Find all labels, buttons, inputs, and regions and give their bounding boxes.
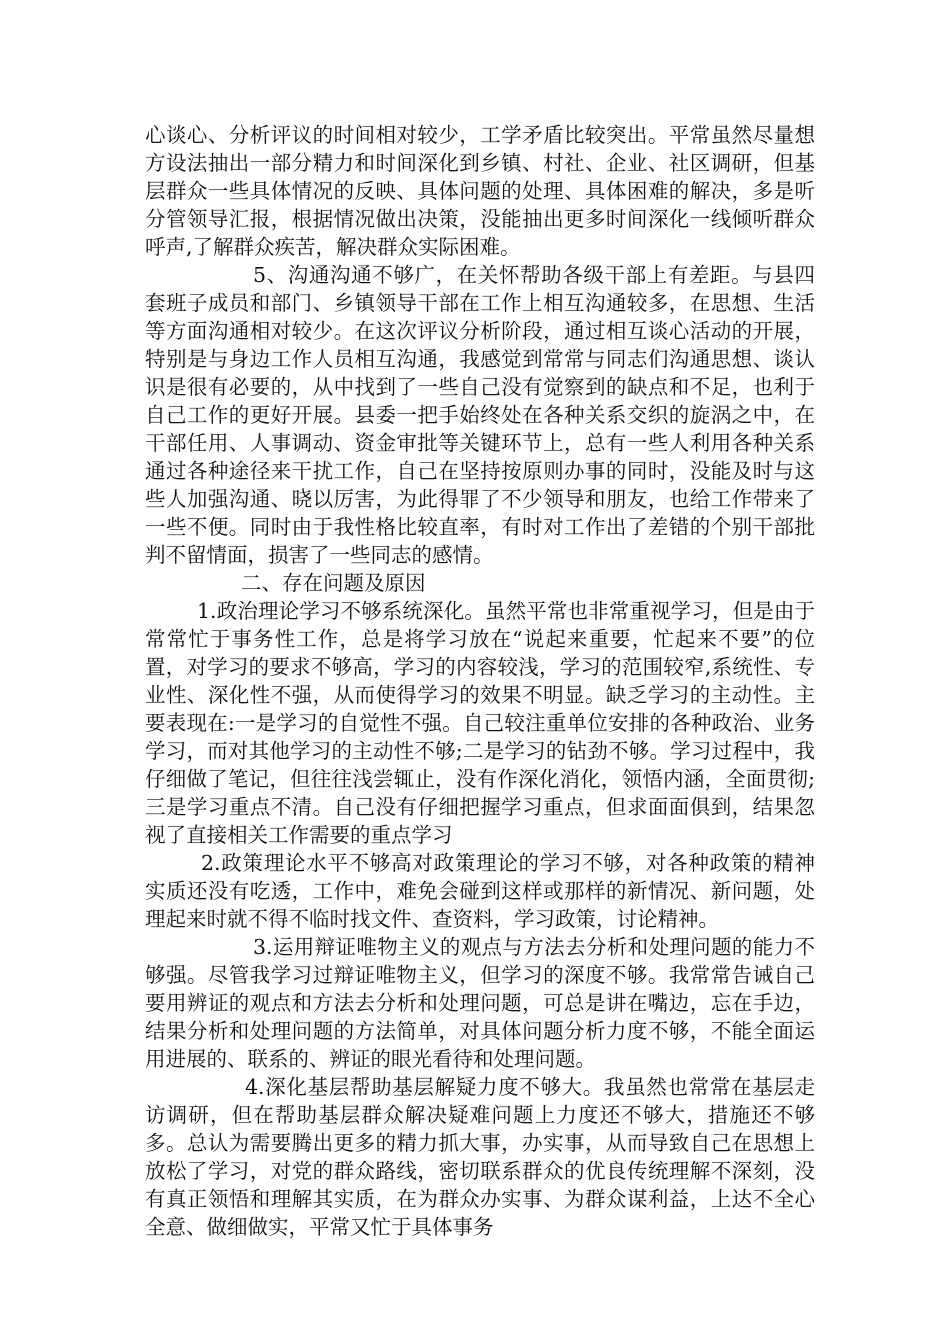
section-heading-problems: 二、存在问题及原因 xyxy=(241,571,426,595)
paragraph-continuation: 心谈心、分析评议的时间相对较少，工学矛盾比较突出。平常虽然尽量想方设法抽出一部分精力和时间深化到乡镇、村社、企业、社区调研，但基层群众一些具体情况的反映、具体问题的处理、具体困难的解决，多是听分管领导汇报，根据情况做出决策，没能抽出更多时间深化一线倾听群众呼声,了解群众疾苦，解决群众实际困难。 xyxy=(145,123,815,259)
paragraph-policy-theory: 2.政策理论水平不够高对政策理论的学习不够，对各种政策的精神实质还没有吃透，工作中，难免会碰到这样或那样的新情况、新问题，处理起来时就不得不临时找文件、查资料，学习政策，讨论精神。 xyxy=(145,851,815,931)
paragraph-grassroots: 4.深化基层帮助基层解疑力度不够大。我虽然也常常在基层走访调研，但在帮助基层群众解决疑难问题上力度还不够大，措施还不够多。总认为需要腾出更多的精力抓大事，办实事，从而导致自己在思想上放松了学习，对党的群众路线，密切联系群众的优良传统理解不深刻，没有真正领悟和理解其实质，在为群众办实事、为群众谋利益，上达不全心全意、做细做实，平常又忙于具体事务 xyxy=(145,1075,815,1239)
paragraph-political-theory: 1.政治理论学习不够系统深化。虽然平常也非常重视学习，但是由于常常忙于事务性工作，总是将学习放在“说起来重要，忙起来不要”的位置，对学习的要求不够高，学习的内容较浅，学习的范围较窄,系统性、专业性、深化性不强，从而使得学习的效果不明显。缺乏学习的主动性。主要表现在:一是学习的自觉性不强。自己较注重单位安排的各种政治、业务学习，而对其他学习的主动性不够;二是学习的钻劲不够。学习过程中，我仔细做了笔记，但往往浅尝辄止，没有作深化消化，领悟内涵，全面贯彻;三是学习重点不清。自己没有仔细把握学习重点，但求面面俱到，结果忽视了直接相关工作需要的重点学习 xyxy=(145,599,815,847)
document-body xyxy=(145,121,815,1241)
paragraph-communication: 5、沟通沟通不够广，在关怀帮助各级干部上有差距。与县四套班子成员和部门、乡镇领导干部在工作上相互沟通较多，在思想、生活等方面沟通相对较少。在这次评议分析阶段，通过相互谈心活动的开展，特别是与身边工作人员相互沟通，我感觉到常常与同志们沟通思想、谈认识是很有必要的，从中找到了一些自己没有觉察到的缺点和不足，也利于自己工作的更好开展。县委一把手始终处在各种关系交织的旋涡之中，在干部任用、人事调动、资金审批等关键环节上，总有一些人利用各种关系通过各种途径来干扰工作，自己在坚持按原则办事的同时，没能及时与这些人加强沟通、晓以厉害，为此得罪了不少领导和朋友，也给工作带来了一些不便。同时由于我性格比较直率，有时对工作出了差错的个别干部批判不留情面，损害了一些同志的感情。 xyxy=(145,263,815,567)
paragraph-dialectics: 3.运用辩证唯物主义的观点与方法去分析和处理问题的能力不够强。尽管我学习过辩证唯物主义，但学习的深度不够。我常常告诫自己要用辨证的观点和方法去分析和处理问题，可总是讲在嘴边，忘在手边，结果分析和处理问题的方法简单，对具体问题分析力度不够，不能全面运用进展的、联系的、辨证的眼光看待和处理问题。 xyxy=(145,935,815,1071)
